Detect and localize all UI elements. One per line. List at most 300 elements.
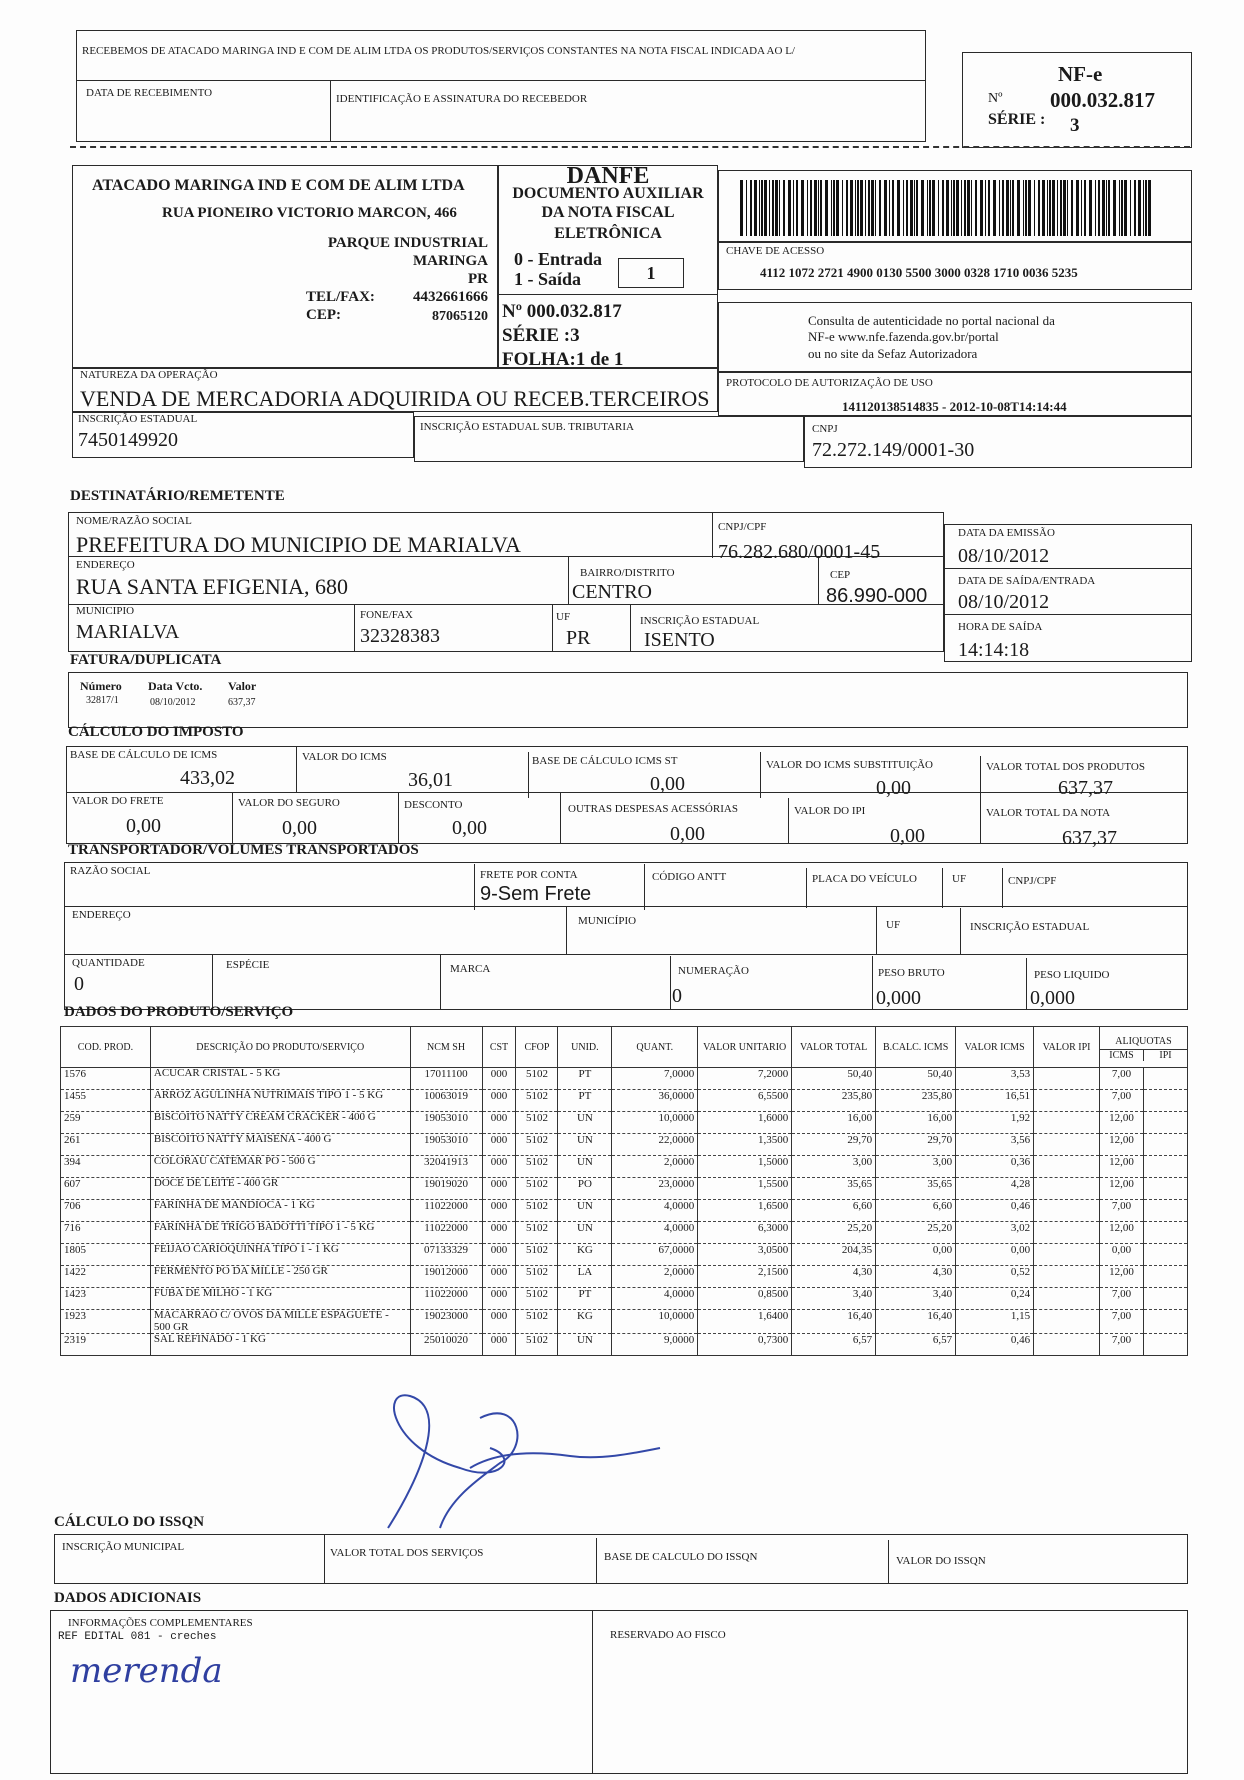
prod-ncm: 19053010 [410,1134,482,1156]
barcode-bar [985,180,986,236]
volume-qty-label: QUANTIDADE [72,957,145,969]
prod-qty: 22,0000 [612,1134,698,1156]
recipient-cnpj: 76.282.680/0001-45 [718,541,881,563]
barcode-bar [746,180,747,236]
handwritten-note: merenda [70,1651,223,1691]
prod-desc: BISCOITO NATTY CREAM CRACKER - 400 G [150,1112,410,1134]
barcode-bar [1042,180,1045,236]
prod-desc: FERMENTO PO DA MILLE - 250 GR [150,1266,410,1288]
prod-cst: 000 [482,1156,516,1178]
prod-ncm: 11022000 [410,1222,482,1244]
prod-total: 204,35 [792,1244,876,1266]
prod-rate-icms: 12,00 [1100,1266,1144,1288]
prod-unit: PT [558,1068,612,1090]
barcode-bar [889,180,890,236]
nfe-series: 3 [1070,115,1080,136]
prod-unit: UN [558,1134,612,1156]
issqn-value-label: VALOR DO ISSQN [896,1555,986,1567]
invoice-value: 637,37 [228,697,256,708]
barcode-bar [975,180,977,236]
barcode-bar [868,180,870,236]
discount-label: DESCONTO [404,799,463,811]
barcode-bar [892,180,894,236]
barcode-bar [1063,180,1066,236]
carrier-uf2-label: UF [886,919,901,931]
prod-desc: FARINHA DE MANDIOCA - 1 KG [150,1200,410,1222]
barcode-bar [836,180,839,236]
issqn-section-title: CÁLCULO DO ISSQN [54,1514,205,1530]
prod-icms: 3,53 [956,1068,1034,1090]
prod-total: 235,80 [792,1090,876,1112]
prod-total: 29,70 [792,1134,876,1156]
header-icms: VALOR ICMS [956,1027,1034,1068]
prod-icms: 3,02 [956,1222,1034,1244]
complementary-info-label: INFORMAÇÕES COMPLEMENTARES [68,1617,253,1629]
barcode-bar [914,180,915,236]
gross-weight-label: PESO BRUTO [878,967,945,979]
barcode-bar [750,180,752,236]
header-desc: DESCRIÇÃO DO PRODUTO/SERVIÇO [150,1027,410,1068]
prod-cst: 000 [482,1266,516,1288]
prod-ncm: 07133329 [410,1244,482,1266]
products-total-label: VALOR TOTAL DOS PRODUTOS [986,761,1145,773]
recipient-name-label: NOME/RAZÃO SOCIAL [76,515,192,527]
emitter-city: MARINGA [413,253,488,269]
recipient-address-label: ENDEREÇO [76,559,135,571]
invoice-due-label: Data Vcto. [148,679,203,693]
barcode-bar [967,180,970,236]
prod-desc: BISCOITO NATTY MAISENA - 400 G [150,1134,410,1156]
barcode-bar [884,180,887,236]
product-row [61,1222,1188,1244]
recipient-uf: PR [566,627,591,649]
invoice-value-label: Valor [228,679,257,693]
prod-ncm: 19012000 [410,1266,482,1288]
prod-rate-icms: 12,00 [1100,1156,1144,1178]
prod-rate-icms: 7,00 [1100,1068,1144,1090]
barcode-bar [1143,180,1144,236]
prod-qty: 7,0000 [612,1068,698,1090]
prod-rate-ipi [1143,1178,1187,1200]
prod-cfop: 5102 [516,1156,558,1178]
barcode-bar [793,180,794,236]
nature-value: VENDA DE MERCADORIA ADQUIRIDA OU RECEB.TERCEIROS [80,386,710,411]
freight-value: 0,00 [126,815,161,837]
prod-unit-value: 1,3500 [698,1134,792,1156]
barcode-bar [921,180,924,236]
prod-rate-ipi [1143,1310,1187,1334]
barcode-bar [929,180,931,236]
product-row [61,1266,1188,1288]
other-label: OUTRAS DESPESAS ACESSÓRIAS [568,803,738,815]
products-table [60,1026,1188,1356]
prod-bc-icms: 6,60 [876,1200,956,1222]
barcode-bar [953,180,955,236]
prod-total: 4,30 [792,1266,876,1288]
signature-scribble [380,1388,680,1538]
prod-ipi [1034,1288,1100,1310]
barcode-bar [875,180,876,236]
prod-unit-value: 2,1500 [698,1266,792,1288]
prod-total: 6,57 [792,1334,876,1356]
barcode-bar [764,180,767,236]
barcode-bar [1076,180,1079,236]
prod-icms: 0,36 [956,1156,1034,1178]
prod-rate-ipi [1143,1068,1187,1090]
consult-line-3: ou no site da Sefaz Autorizadora [808,346,978,361]
barcode-bar [810,180,812,236]
prod-ipi [1034,1178,1100,1200]
emitter-cep: 87065120 [432,309,488,324]
prod-icms: 0,46 [956,1334,1034,1356]
prod-ncm: 19019020 [410,1178,482,1200]
receipt-text: RECEBEMOS DE ATACADO MARINGA IND E COM DE ALIM LTDA OS PRODUTOS/SERVIÇOS CONSTANTES NA NOTA FISCAL INDICADA AO L/ [82,45,795,57]
prod-rate-ipi [1143,1200,1187,1222]
barcode-bar [740,180,743,236]
barcode-bar [961,180,962,236]
header-unit: UNID. [558,1027,612,1068]
barcode-bar [846,180,848,236]
header-code: COD. PROD. [61,1027,151,1068]
prod-cfop: 5102 [516,1222,558,1244]
danfe-page-line: FOLHA:1 de 1 [502,349,624,370]
barcode-bar [865,180,866,236]
barcode-bar [1017,180,1020,236]
cnpj-label: CNPJ [812,423,838,435]
prod-cfop: 5102 [516,1244,558,1266]
header-rates-label: ALIQUOTAS [1100,1034,1187,1050]
prod-cfop: 5102 [516,1112,558,1134]
invoice-total-label: VALOR TOTAL DA NOTA [986,807,1111,819]
prod-desc: ARROZ AGULINHA NUTRIMAIS TIPO 1 - 5 KG [150,1090,410,1112]
prod-unit: PO [558,1178,612,1200]
prod-ncm: 25010020 [410,1334,482,1356]
barcode-bar [971,180,972,236]
tax-section-title: CÁLCULO DO IMPOSTO [68,724,244,740]
prod-cfop: 5102 [516,1134,558,1156]
barcode-bar [1124,180,1127,236]
product-row [61,1090,1188,1112]
prod-rate-ipi [1143,1288,1187,1310]
barcode-bar [796,180,798,236]
recipient-uf-label: UF [556,611,571,623]
header-bc-icms: B.CALC. ICMS [876,1027,956,1068]
barcode-bar [956,180,959,236]
prod-desc: MACARRAO C/ OVOS DA MILLE ESPAGUETE - 500 GR [150,1310,410,1334]
freight-by-label: FRETE POR CONTA [480,869,578,881]
barcode-bar [1049,180,1051,236]
header-rate-ipi: IPI [1159,1049,1172,1061]
barcode-bar [860,180,863,236]
barcode-bar [801,180,804,236]
header-rates [1100,1027,1188,1068]
barcode-bar [942,180,944,236]
prod-unit-value: 7,2000 [698,1068,792,1090]
prod-qty: 4,0000 [612,1222,698,1244]
prod-ipi [1034,1112,1100,1134]
invoice-total: 637,37 [1062,827,1117,849]
prod-cfop: 5102 [516,1310,558,1334]
signature-stroke [388,1395,660,1528]
prod-unit: PT [558,1288,612,1310]
prod-unit: LA [558,1266,612,1288]
insurance-label: VALOR DO SEGURO [238,797,340,809]
barcode-bar [1010,180,1011,236]
barcode-bar [754,180,757,236]
icms-st: 0,00 [876,777,911,799]
prod-bc-icms: 35,65 [876,1178,956,1200]
barcode-bar [999,180,1000,236]
emitter-cep-label: CEP: [306,307,341,323]
recipient-district-label: BAIRRO/DISTRITO [580,567,675,579]
issqn-base-label: BASE DE CALCULO DO ISSQN [604,1551,758,1563]
volume-qty: 0 [74,973,84,995]
prod-total: 16,40 [792,1310,876,1334]
danfe-entry-label: 0 - Entrada [514,249,603,269]
prod-cfop: 5102 [516,1288,558,1310]
prod-ipi [1034,1310,1100,1334]
recipient-ie-label: INSCRIÇÃO ESTADUAL [640,615,760,627]
prod-desc: SAL REFINADO - 1 KG [150,1334,410,1356]
icms-label: VALOR DO ICMS [302,751,387,763]
header-cst: CST [482,1027,516,1068]
barcode-bar [1025,180,1027,236]
prod-desc: DOCE DE LEITE - 400 GR [150,1178,410,1200]
barcode-bar [1060,180,1062,236]
prod-unit-value: 1,6400 [698,1310,792,1334]
cut-line [70,146,1190,148]
prod-code: 716 [61,1222,151,1244]
prod-desc: FEIJAO CARIOQUINHA TIPO 1 - 1 KG [150,1244,410,1266]
barcode-bar [1148,180,1151,236]
prod-code: 1576 [61,1068,151,1090]
barcode-bar [833,180,835,236]
prod-desc: COLORAU CATEMAR PO - 500 G [150,1156,410,1178]
barcode-bar [910,180,913,236]
prod-unit-value: 6,3000 [698,1222,792,1244]
access-key-label: CHAVE DE ACESSO [726,245,825,257]
barcode-bar [1145,180,1147,236]
product-row [61,1244,1188,1266]
carrier-city-label: MUNICÍPIO [578,915,637,927]
prod-rate-icms: 0,00 [1100,1244,1144,1266]
prod-ncm: 11022000 [410,1288,482,1310]
prod-desc: FARINHA DE TRIGO BADOTTI TIPO 1 - 5 KG [150,1222,410,1244]
recipient-district: CENTRO [572,581,652,603]
products-section-title: DADOS DO PRODUTO/SERVIÇO [64,1004,294,1020]
barcode-bar [769,180,770,236]
product-row [61,1310,1188,1334]
barcode-bar [916,180,918,236]
net-weight-label: PESO LIQUIDO [1034,969,1110,981]
prod-bc-icms: 29,70 [876,1134,956,1156]
barcode-bar [775,180,778,236]
prod-total: 6,60 [792,1200,876,1222]
prod-total: 35,65 [792,1178,876,1200]
prod-unit: KG [558,1310,612,1334]
volume-numbering: 0 [672,985,682,1007]
prod-icms: 0,00 [956,1244,1034,1266]
barcode-bar [831,180,832,236]
barcode-bar [903,180,904,236]
prod-rate-ipi [1143,1090,1187,1112]
emitter-state: PR [468,271,488,287]
prod-qty: 10,0000 [612,1112,698,1134]
prod-cfop: 5102 [516,1266,558,1288]
icms-st-label: VALOR DO ICMS SUBSTITUIÇÃO [766,759,933,771]
prod-ipi [1034,1244,1100,1266]
prod-cst: 000 [482,1310,516,1334]
barcode-bar [1121,180,1123,236]
prod-ncm: 11022000 [410,1200,482,1222]
recipient-phone: 32328383 [360,625,440,647]
prod-total: 16,00 [792,1112,876,1134]
barcode-bar [980,180,983,236]
nfe-series-label: SÉRIE : [988,111,1046,128]
prod-unit-value: 1,6000 [698,1112,792,1134]
products-total: 637,37 [1058,777,1113,799]
icms-base-label: BASE DE CÁLCULO DE ICMS [70,749,218,761]
prod-cst: 000 [482,1090,516,1112]
recipient-city-label: MUNICIPIO [76,605,135,617]
invoice-number-label: Número [80,679,122,693]
product-row [61,1134,1188,1156]
barcode-bar [1034,180,1035,236]
products-header-row [61,1027,1188,1068]
barcode-bar [842,180,843,236]
prod-icms: 0,52 [956,1266,1034,1288]
barcode-bar [951,180,952,236]
prod-code: 706 [61,1200,151,1222]
municipal-reg-label: INSCRIÇÃO MUNICIPAL [62,1541,185,1553]
prod-rate-icms: 12,00 [1100,1222,1144,1244]
header-rate-icms: ICMS [1100,1050,1144,1061]
transport-section-title: TRANSPORTADOR/VOLUMES TRANSPORTADOS [68,842,419,858]
barcode-bar [855,180,856,236]
prod-rate-icms: 7,00 [1100,1090,1144,1112]
emission-date-label: DATA DA EMISSÃO [958,527,1055,539]
prod-bc-icms: 235,80 [876,1090,956,1112]
danfe-title: DANFE [566,163,650,189]
prod-ipi [1034,1334,1100,1356]
barcode-bar [807,180,808,236]
prod-code: 1455 [61,1090,151,1112]
prod-rate-icms: 7,00 [1100,1200,1144,1222]
product-row [61,1156,1188,1178]
barcode-bar [871,180,874,236]
prod-unit: UN [558,1334,612,1356]
prod-rate-ipi [1143,1244,1187,1266]
prod-unit-value: 1,5500 [698,1178,792,1200]
prod-ncm: 10063019 [410,1090,482,1112]
prod-cfop: 5102 [516,1178,558,1200]
access-key-barcode [740,180,1160,236]
barcode-bar [825,180,828,236]
barcode-bar [964,180,966,236]
header-cfop: CFOP [516,1027,558,1068]
barcode-bar [927,180,928,236]
nfe-number-label: Nº [988,91,1003,106]
prod-ipi [1034,1222,1100,1244]
prod-icms: 3,56 [956,1134,1034,1156]
consult-line-1: Consulta de autenticidade no portal nacional da [808,313,1055,328]
exit-date-label: DATA DE SAÍDA/ENTRADA [958,575,1096,587]
prod-unit: PT [558,1090,612,1112]
protocol-value: 141120138514835 - 2012-10-08T14:14:44 [842,399,1067,414]
insurance-value: 0,00 [282,817,317,839]
prod-qty: 36,0000 [612,1090,698,1112]
exit-time: 14:14:18 [958,639,1030,661]
barcode-bar [759,180,760,236]
ie-label: INSCRIÇÃO ESTADUAL [78,413,198,425]
discount-value: 0,00 [452,817,487,839]
prod-ipi [1034,1200,1100,1222]
danfe-number-line: Nº 000.032.817 [502,301,622,322]
prod-rate-ipi [1143,1266,1187,1288]
prod-rate-ipi [1143,1334,1187,1356]
prod-rate-icms: 12,00 [1100,1112,1144,1134]
danfe-exit-label: 1 - Saída [514,269,582,289]
invoice-section-title: FATURA/DUPLICATA [70,652,222,668]
barcode-bar [779,180,780,236]
product-row [61,1288,1188,1310]
volume-numbering-label: NUMERAÇÃO [678,965,749,977]
prod-qty: 4,0000 [612,1200,698,1222]
barcode-bar [1119,180,1120,236]
freight-label: VALOR DO FRETE [72,795,164,807]
barcode-bar [932,180,935,236]
product-row [61,1068,1188,1090]
barcode-bar [1081,180,1082,236]
barcode-bar [993,180,996,236]
protocol-label: PROTOCOLO DE AUTORIZAÇÃO DE USO [726,377,933,389]
barcode-bar [761,180,763,236]
barcode-bar [1047,180,1048,236]
prod-unit-value: 0,8500 [698,1288,792,1310]
product-row [61,1200,1188,1222]
danfe-subtitle-1: DOCUMENTO AUXILIAR [512,185,704,202]
barcode-bar [1084,180,1086,236]
barcode-bar [1102,180,1105,236]
icms-st-base-label: BASE DE CÁLCULO ICMS ST [532,755,678,767]
prod-code: 1423 [61,1288,151,1310]
ipi-label: VALOR DO IPI [794,805,866,817]
prod-cst: 000 [482,1112,516,1134]
prod-ipi [1034,1090,1100,1112]
barcode-bar [1098,180,1100,236]
volume-brand-label: MARCA [450,963,491,975]
prod-cst: 000 [482,1334,516,1356]
prod-unit: UN [558,1156,612,1178]
icms-value: 36,01 [408,769,453,791]
prod-icms: 4,28 [956,1178,1034,1200]
emitter-district: PARQUE INDUSTRIAL [327,235,488,251]
header-total: VALOR TOTAL [792,1027,876,1068]
invoice-due: 08/10/2012 [150,697,196,708]
prod-icms: 1,15 [956,1310,1034,1334]
additional-section-title: DADOS ADICIONAIS [54,1590,202,1606]
prod-cfop: 5102 [516,1200,558,1222]
prod-code: 1923 [61,1310,151,1334]
freight-by-value: 9-Sem Frete [480,883,592,905]
carrier-name-label: RAZÃO SOCIAL [70,865,151,877]
nfe-label: NF-e [1058,62,1103,86]
ie-st-label: INSCRIÇÃO ESTADUAL SUB. TRIBUTARIA [420,421,634,433]
header-unit-value: VALOR UNITARIO [698,1027,792,1068]
prod-qty: 4,0000 [612,1288,698,1310]
barcode-bar [1067,180,1068,236]
prod-qty: 2,0000 [612,1266,698,1288]
